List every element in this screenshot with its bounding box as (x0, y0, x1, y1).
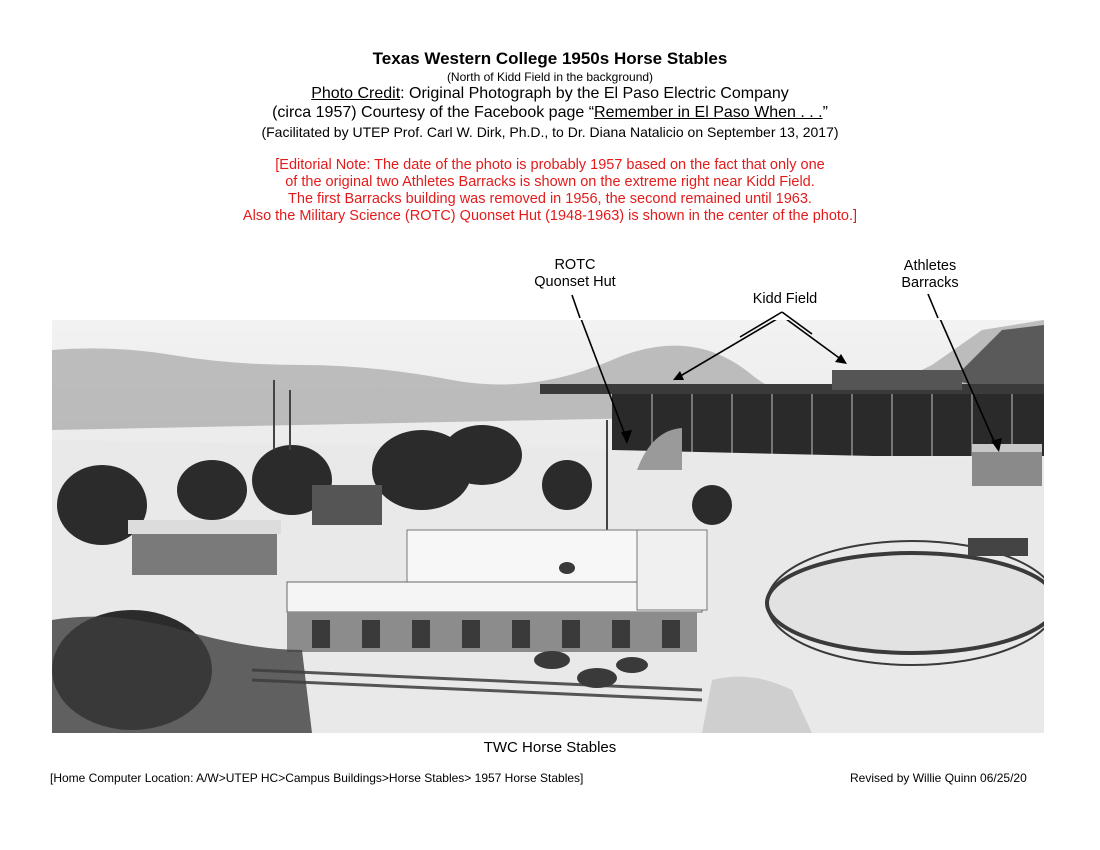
editorial-note-line: of the original two Athletes Barracks is shown on the extreme right near Kidd Field. (285, 174, 815, 190)
rotc-quonset-hut-label (510, 257, 640, 291)
photo-credit-line-1 (0, 85, 1100, 103)
stable-wall (287, 612, 697, 652)
barracks-label-line-2: Barracks (901, 275, 959, 291)
photo-credit-line-3: (Facilitated by UTEP Prof. Carl W. Dirk, Ph.D., to Dr. Diana Natalicio on September 13, 2017) (261, 124, 839, 140)
page-subtitle: (North of Kidd Field in the background) (446, 70, 654, 84)
editorial-note-line: [Editorial Note: The date of the photo is probably 1957 based on the fact that only one (275, 157, 825, 173)
rotc-label-line-1: ROTC (554, 257, 596, 273)
stable-east-wing (637, 530, 707, 610)
photo-credit-label: Photo Credit (311, 85, 401, 102)
photo-credit-text: : Original Photograph by the El Paso Electric Company (400, 85, 789, 102)
corral-shed (968, 538, 1028, 556)
credit-prefix: (circa 1957) Courtesy of the Facebook page “ (272, 104, 595, 121)
revised-by: Revised by Willie Quinn 06/25/20 (850, 771, 1027, 785)
press-box (832, 370, 962, 390)
round-corral (767, 553, 1044, 653)
athletes-barracks-label (870, 258, 990, 292)
photo-caption: TWC Horse Stables (483, 739, 617, 756)
left-stable-roof (128, 520, 281, 534)
credit-suffix: ” (822, 104, 828, 121)
page-title: Texas Western College 1950s Horse Stables (372, 49, 728, 68)
rear-building (312, 485, 382, 525)
athletes-barracks-building (972, 450, 1042, 486)
barracks-label-line-1: Athletes (903, 258, 957, 274)
editorial-note-line: Also the Military Science (ROTC) Quonset Hut (1948-1963) is shown in the center of the photo.] (242, 208, 858, 224)
horse-stables-photo (52, 320, 1044, 733)
rotc-arrow-top (572, 295, 580, 318)
facebook-page-name: Remember in El Paso When . . . (594, 104, 823, 121)
barracks-roof (972, 444, 1042, 452)
barracks-arrow-top (928, 294, 938, 318)
kidd-field-label: Kidd Field (752, 291, 818, 307)
editorial-note-line: The first Barracks building was removed in 1956, the second remained until 1963. (288, 191, 812, 207)
rotc-label-line-2: Quonset Hut (534, 274, 616, 290)
photo-credit-line-2 (0, 104, 1100, 122)
kidd-field-roofline (540, 384, 1044, 394)
home-computer-location: [Home Computer Location: A/W>UTEP HC>Campus Buildings>Horse Stables> 1957 Horse Stables] (50, 771, 584, 785)
